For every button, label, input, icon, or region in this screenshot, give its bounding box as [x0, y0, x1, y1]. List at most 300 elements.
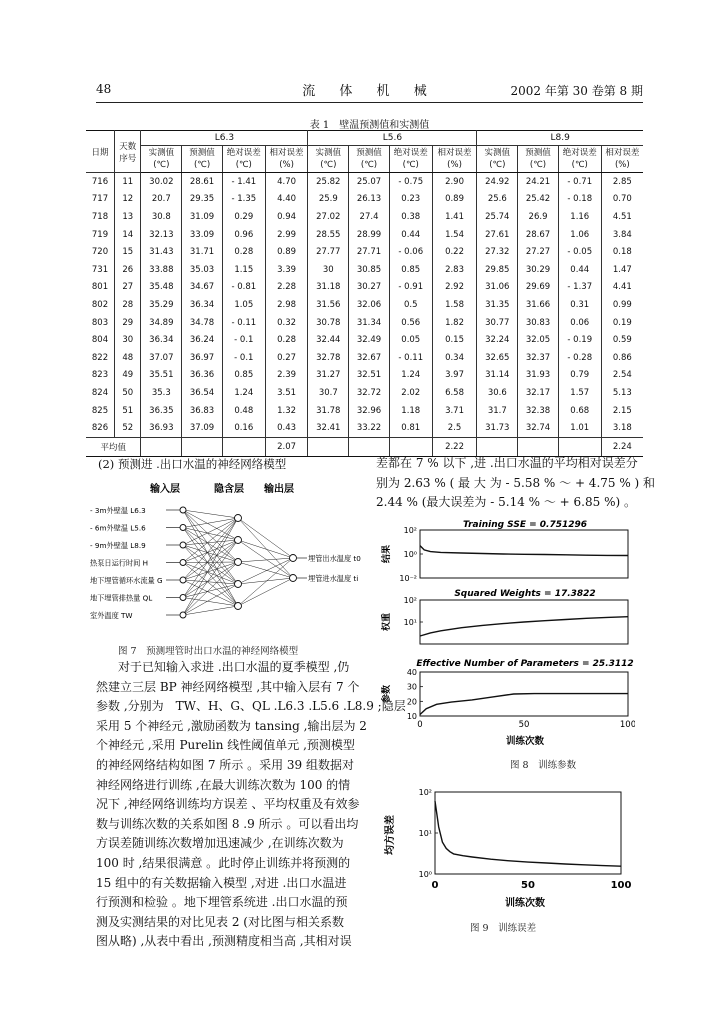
table-row	[86, 208, 643, 226]
sub-header: 实测值 (℃)	[141, 146, 182, 173]
text-line: 采用 5 个神经元 ,激励函数为 tansing ,输出层为 2	[96, 718, 367, 733]
nn-connection	[238, 518, 293, 558]
table-cell: 36.93	[141, 419, 182, 437]
table-cell: 29.35	[182, 191, 223, 209]
table-cell: 35.3	[141, 384, 182, 402]
y-tick-label: 10¹	[418, 829, 432, 838]
sub-header: 实测值 (℃)	[308, 146, 349, 173]
table-cell: 35.51	[141, 367, 182, 385]
table-cell: 0.16	[222, 419, 265, 437]
table-row	[86, 226, 643, 244]
table-cell: 37.09	[182, 419, 223, 437]
table-cell: - 0.18	[558, 191, 601, 209]
table-cell: 2.83	[432, 261, 477, 279]
table-cell: 34.78	[182, 314, 223, 332]
table-cell: 0.34	[432, 349, 477, 367]
input-label: 地下埋管循环水流量 G	[90, 576, 163, 585]
output-label: 埋管进水温度 ti	[308, 574, 359, 583]
y-axis-label: 权重	[382, 612, 392, 632]
table-row	[86, 296, 643, 314]
table-cell: 27.32	[477, 243, 518, 261]
nn-connection	[238, 518, 293, 578]
input-label: 室外温度 TW	[90, 611, 133, 620]
table-cell: 0.99	[612, 299, 632, 310]
table-cell: 27	[115, 279, 141, 297]
table-cell: 0.29	[222, 208, 265, 226]
sub-header: 相对误差 (%)	[432, 146, 477, 173]
input-node	[180, 595, 186, 601]
table-cell: 1.16	[558, 208, 601, 226]
table-cell: 0.05	[389, 331, 432, 349]
table-cell: 28	[115, 296, 141, 314]
table-cell: 4.41	[612, 282, 632, 293]
table-row	[86, 243, 643, 261]
table-cell: 33.88	[141, 261, 182, 279]
nn-connection	[183, 518, 238, 528]
table-cell: 29	[115, 314, 141, 332]
sub-header: 绝对误差 (℃)	[389, 146, 432, 173]
sub-header: 预测值 (℃)	[518, 146, 559, 173]
table-cell: 35.48	[141, 279, 182, 297]
table-cell: 3.71	[432, 402, 477, 420]
table-cell: 1.18	[389, 402, 432, 420]
table-cell: 0.59	[612, 335, 632, 346]
table-cell: - 1.35	[222, 191, 265, 209]
table-cell: 2.90	[432, 173, 477, 191]
fig9-chart	[375, 780, 635, 910]
table-cell: 0.56	[389, 314, 432, 332]
table-cell: 2.39	[265, 367, 308, 385]
y-tick-label: 10²	[418, 788, 432, 797]
table-cell: 0.19	[612, 317, 632, 328]
nn-connection	[238, 558, 293, 562]
table-cell: 803	[86, 314, 115, 332]
series-line	[420, 546, 628, 556]
table-cell: 30.6	[477, 384, 518, 402]
table-cell: 2.22	[432, 437, 477, 456]
table-cell: 36.54	[182, 384, 223, 402]
text-line: 对于已知输入求进 .出口水温的夏季模型 ,仍	[118, 660, 350, 674]
table-cell: 0.23	[389, 191, 432, 209]
input-node	[180, 507, 186, 513]
table-cell: 5.13	[612, 387, 632, 398]
issue-info: 2002 年第 30 卷第 8 期	[510, 84, 643, 98]
table-cell: 826	[86, 419, 115, 437]
table-row	[86, 349, 643, 367]
table-cell: 804	[86, 331, 115, 349]
input-node	[180, 560, 186, 566]
nn-connection	[183, 580, 238, 606]
table-cell: 0.68	[558, 402, 601, 420]
table-cell: 30.8	[141, 208, 182, 226]
table-cell: 2.85	[612, 176, 632, 187]
table-cell: 34.67	[182, 279, 223, 297]
table-cell: 0.79	[558, 367, 601, 385]
table-cell: 2.92	[432, 279, 477, 297]
text-line: 图从略) ,从表中看出 ,预测精度相当高 ,其相对误	[96, 934, 352, 949]
table-cell: - 0.81	[222, 279, 265, 297]
table-cell: 824	[86, 384, 115, 402]
table-cell: 27.71	[349, 243, 390, 261]
figure-7	[88, 478, 368, 638]
sub-header: 预测值 (℃)	[349, 146, 390, 173]
table-cell: 1.05	[222, 296, 265, 314]
table-cell: 31.06	[477, 279, 518, 297]
table-cell: 32.49	[349, 331, 390, 349]
table-cell: 2.54	[612, 370, 632, 381]
table-cell: 1.24	[389, 367, 432, 385]
table-cell: 30.85	[349, 261, 390, 279]
table-cell: 36.24	[182, 331, 223, 349]
table-cell: 0.28	[222, 243, 265, 261]
table-cell: - 0.1	[222, 331, 265, 349]
table-cell: 0.5	[389, 296, 432, 314]
table-cell: 2.28	[265, 279, 308, 297]
table-cell: 25.9	[308, 191, 349, 209]
col-seq: 天数 序号	[115, 131, 141, 173]
y-tick-label: 10²	[403, 596, 417, 605]
nn-connection	[183, 584, 238, 598]
table-cell: - 0.28	[558, 349, 601, 367]
table-cell: 4.51	[612, 211, 632, 222]
table-cell: 0.94	[265, 208, 308, 226]
table-cell: 1.06	[558, 226, 601, 244]
table-cell	[222, 437, 265, 456]
table-cell: 30.29	[518, 261, 559, 279]
table-cell: - 0.05	[558, 243, 601, 261]
table-row	[86, 331, 643, 349]
input-node	[180, 542, 186, 548]
section-subheading: (2) 预测进 .出口水温的神经网络模型	[98, 457, 287, 471]
running-header	[96, 80, 643, 100]
table-cell: 32.65	[477, 349, 518, 367]
table-cell: - 1.37	[558, 279, 601, 297]
x-axis-label: 训练次数	[505, 898, 545, 909]
table-cell: - 0.71	[558, 173, 601, 191]
table-cell: 25.42	[518, 191, 559, 209]
table-cell: 2.98	[265, 296, 308, 314]
table-cell: 35.29	[141, 296, 182, 314]
table-cell: - 0.75	[389, 173, 432, 191]
table-cell: 26	[115, 261, 141, 279]
nn-connection	[238, 540, 293, 558]
table-cell: 25.74	[477, 208, 518, 226]
table-cell: 0.70	[612, 194, 632, 205]
table-cell: 0.86	[612, 352, 632, 363]
table-cell: 33.09	[182, 226, 223, 244]
nn-connection	[183, 562, 238, 598]
table-cell: 0.06	[558, 314, 601, 332]
input-node	[180, 525, 186, 531]
table-cell: 0.81	[389, 419, 432, 437]
x-tick-label: 100	[619, 720, 635, 730]
fig8-caption: 图 8 训练参数	[510, 760, 577, 771]
table-cell: 801	[86, 279, 115, 297]
table-cell: 25.07	[349, 173, 390, 191]
table-row	[86, 367, 643, 385]
table-cell: 34.89	[141, 314, 182, 332]
table-cell: 31.09	[182, 208, 223, 226]
sub-header: 绝对误差 (℃)	[222, 146, 265, 173]
table-cell: 0.85	[389, 261, 432, 279]
table-cell: 32.74	[518, 419, 559, 437]
table-cell: 3.84	[612, 229, 632, 240]
table-row	[86, 384, 643, 402]
table-cell: 13	[115, 208, 141, 226]
table-cell: 823	[86, 367, 115, 385]
x-tick-label: 50	[521, 880, 535, 891]
table-cell: 822	[86, 349, 115, 367]
text-line: 100 时 ,结果很满意 。此时停止训练并将预测的	[96, 856, 351, 870]
table-cell: 0.44	[389, 226, 432, 244]
table-row	[86, 419, 643, 437]
table-cell: 32.13	[141, 226, 182, 244]
table-body	[86, 173, 643, 457]
table-row	[86, 279, 643, 297]
y-tick-label: 10⁻²	[399, 574, 417, 583]
table-cell	[182, 437, 223, 456]
table-cell: 32.44	[308, 331, 349, 349]
table-cell: - 0.11	[389, 349, 432, 367]
x-tick-label: 0	[431, 880, 439, 891]
sub-header: 实测值 (℃)	[477, 146, 518, 173]
table-cell: 30.27	[349, 279, 390, 297]
nn-diagram	[88, 478, 368, 638]
table-cell: 731	[86, 261, 115, 279]
table-cell: 36.97	[182, 349, 223, 367]
header-rule	[96, 102, 643, 103]
table-cell: 2.02	[389, 384, 432, 402]
avg-label: 平均值	[86, 437, 141, 456]
table-cell: 1.01	[558, 419, 601, 437]
table-cell: 31.66	[518, 296, 559, 314]
table-cell: 0.22	[432, 243, 477, 261]
journal-title: 流 体 机 械	[302, 84, 437, 99]
nn-connection	[183, 518, 238, 580]
figure-8	[375, 520, 635, 770]
table-cell: 31.34	[349, 314, 390, 332]
series-line	[435, 801, 621, 866]
table-cell: 0.31	[558, 296, 601, 314]
col-date: 日期	[86, 131, 115, 173]
table-cell: 27.4	[349, 208, 390, 226]
y-tick-label: 20	[406, 697, 417, 707]
input-label: 热泵日运行时间 H	[90, 558, 149, 568]
table-cell: 29.85	[477, 261, 518, 279]
table-cell: 26.9	[518, 208, 559, 226]
table-cell: 32.51	[349, 367, 390, 385]
table-cell: 825	[86, 402, 115, 420]
table-cell: 32.37	[518, 349, 559, 367]
table-cell: 1.15	[222, 261, 265, 279]
panel1-title: Training SSE = 0.751296	[462, 520, 588, 530]
y-axis-label: 参数	[382, 684, 392, 704]
table-cell	[141, 437, 182, 456]
table-cell: 30.02	[141, 173, 182, 191]
table-cell: 27.02	[308, 208, 349, 226]
hidden-node	[235, 581, 242, 588]
nn-connection	[183, 598, 238, 607]
data-table	[86, 130, 643, 457]
table-cell: 31.56	[308, 296, 349, 314]
table-cell: 0.89	[265, 243, 308, 261]
nn-connection	[238, 558, 293, 584]
output-node	[290, 555, 297, 562]
x-axis-label: 训练次数	[505, 736, 545, 747]
table-row	[86, 173, 643, 191]
table-cell: 25.6	[477, 191, 518, 209]
table-cell: 4.70	[265, 173, 308, 191]
table-cell: 2.15	[612, 405, 632, 416]
table-cell: 0.18	[612, 247, 632, 258]
table-cell: 1.32	[265, 402, 308, 420]
y-tick-label: 10²	[403, 526, 417, 535]
text-line: 2.44 % (最大误差为 - 5.14 % ～ + 6.85 %) 。	[376, 495, 636, 510]
table-row	[86, 191, 643, 209]
table-row	[86, 314, 643, 332]
table-cell: 32.72	[349, 384, 390, 402]
text-line: 况下 ,神经网络训练均方误差 、平均权重及有效参	[96, 797, 360, 812]
table-cell: 718	[86, 208, 115, 226]
output-label: 埋管出水温度 t0	[308, 554, 361, 563]
group-header: L8.9	[477, 131, 643, 146]
table-cell: 31.93	[518, 367, 559, 385]
layer-label-output: 输出层	[264, 484, 294, 495]
y-tick-label: 40	[406, 668, 417, 677]
table-cell: 1.47	[612, 264, 632, 275]
table-cell: 3.18	[612, 423, 632, 434]
nn-connection	[183, 528, 238, 541]
panel3-title: Effective Number of Parameters = 25.3112	[416, 659, 634, 669]
table-cell: 35.03	[182, 261, 223, 279]
table-cell: 1.57	[558, 384, 601, 402]
table-cell: 31.27	[308, 367, 349, 385]
sub-header: 相对误差 (%)	[265, 146, 308, 173]
table-row	[86, 402, 643, 420]
table-cell: - 0.91	[389, 279, 432, 297]
nn-connection	[238, 540, 293, 578]
table-cell: 52	[115, 419, 141, 437]
table-cell: 1.82	[432, 314, 477, 332]
table-cell: 29.69	[518, 279, 559, 297]
table-cell: 1.41	[432, 208, 477, 226]
fig7-caption: 图 7 预测埋管时出口水温的神经网络模型	[118, 646, 299, 657]
table-cell: 14	[115, 226, 141, 244]
table-cell: 27.27	[518, 243, 559, 261]
nn-connection	[183, 545, 238, 562]
layer-label-input: 输入层	[150, 484, 180, 495]
input-label: - 3m外壁温 L6.3	[90, 506, 146, 515]
table-cell: 6.58	[432, 384, 477, 402]
y-axis-label: 均方误差	[385, 815, 396, 855]
group-header: L5.6	[308, 131, 477, 146]
table-cell: - 0.11	[222, 314, 265, 332]
table-cell: 20.7	[141, 191, 182, 209]
nn-connection	[183, 562, 238, 563]
table-cell: 716	[86, 173, 115, 191]
table-cell: 31.71	[182, 243, 223, 261]
table-cell: - 0.06	[389, 243, 432, 261]
table-cell: 2.24	[601, 437, 643, 456]
table-cell: 32.67	[349, 349, 390, 367]
table-cell: 30	[308, 261, 349, 279]
table-cell: 0.28	[265, 331, 308, 349]
table-cell: 33.22	[349, 419, 390, 437]
text-line: 差都在 7 % 以下 ,进 .出口水温的平均相对误差分	[376, 456, 638, 470]
nn-connection	[183, 518, 238, 598]
table-cell: 32.24	[477, 331, 518, 349]
table-cell: 36.34	[141, 331, 182, 349]
table-caption: 表 1 壁温预测值和实测值	[309, 120, 430, 131]
group-header: L6.3	[141, 131, 308, 146]
hidden-node	[235, 559, 242, 566]
table-cell: 1.54	[432, 226, 477, 244]
table-cell: 28.55	[308, 226, 349, 244]
text-line: 数与训练次数的关系如图 8 .9 所示 。可以看出均	[96, 816, 359, 831]
text-line: 方误差随训练次数增加迅速减少 ,在训练次数为	[96, 836, 344, 851]
text-line: 别为 2.63 % ( 最 大 为 - 5.58 % ～ + 4.75 % ) 和	[376, 475, 656, 490]
table-cell: 0.43	[265, 419, 308, 437]
table-cell: 2.99	[265, 226, 308, 244]
table-cell: 31.78	[308, 402, 349, 420]
hidden-node	[235, 515, 242, 522]
y-tick-label: 30	[406, 682, 417, 692]
table-cell: 2.07	[265, 437, 308, 456]
nn-connection	[238, 562, 293, 578]
table-cell: 0.27	[265, 349, 308, 367]
table-cell: 31.7	[477, 402, 518, 420]
table-cell: 28.67	[518, 226, 559, 244]
table-cell: 36.83	[182, 402, 223, 420]
input-node	[180, 612, 186, 618]
table-row	[86, 261, 643, 279]
sub-header: 预测值 (℃)	[182, 146, 223, 173]
table-cell: 0.96	[222, 226, 265, 244]
table-cell: 30	[115, 331, 141, 349]
table-cell: 31.43	[141, 243, 182, 261]
input-node	[180, 577, 186, 583]
table-cell: 36.36	[182, 367, 223, 385]
output-node	[290, 575, 297, 582]
table-cell: 0.85	[222, 367, 265, 385]
text-line: 个神经元 ,采用 Purelin 线性阈值单元 ,预测模型	[96, 738, 355, 753]
table-cell: 31.14	[477, 367, 518, 385]
table-cell: 32.17	[518, 384, 559, 402]
text-line: 的神经网络结构如图 7 所示 。采用 39 组数据对	[96, 758, 354, 772]
table-cell: 3.97	[432, 367, 477, 385]
text-line: 行预测和检验 。地下埋管系统进 .出口水温的预	[96, 895, 348, 910]
sub-header-row	[86, 146, 643, 173]
table-cell: 31.35	[477, 296, 518, 314]
table-cell: 37.07	[141, 349, 182, 367]
text-line: 参数 ,分别为 TW、H、G、QL .L6.3 .L5.6 .L8.9 ;隐层	[96, 699, 406, 714]
series-line	[420, 617, 628, 636]
table-cell: 51	[115, 402, 141, 420]
fig9-caption: 图 9 训练误差	[470, 923, 537, 934]
text-line: 15 组中的有关数据输入模型 ,对进 .出口水温进	[96, 875, 347, 890]
table-cell: - 0.1	[222, 349, 265, 367]
hidden-node	[235, 603, 242, 610]
table-cell: 36.34	[182, 296, 223, 314]
table-cell: 32.41	[308, 419, 349, 437]
table-cell: 3.39	[265, 261, 308, 279]
table-cell: 31.73	[477, 419, 518, 437]
table-cell: 32.38	[518, 402, 559, 420]
hidden-node	[235, 537, 242, 544]
table-cell: 717	[86, 191, 115, 209]
input-label: - 9m外壁温 L8.9	[90, 541, 146, 550]
sub-header: 绝对误差 (℃)	[558, 146, 601, 173]
